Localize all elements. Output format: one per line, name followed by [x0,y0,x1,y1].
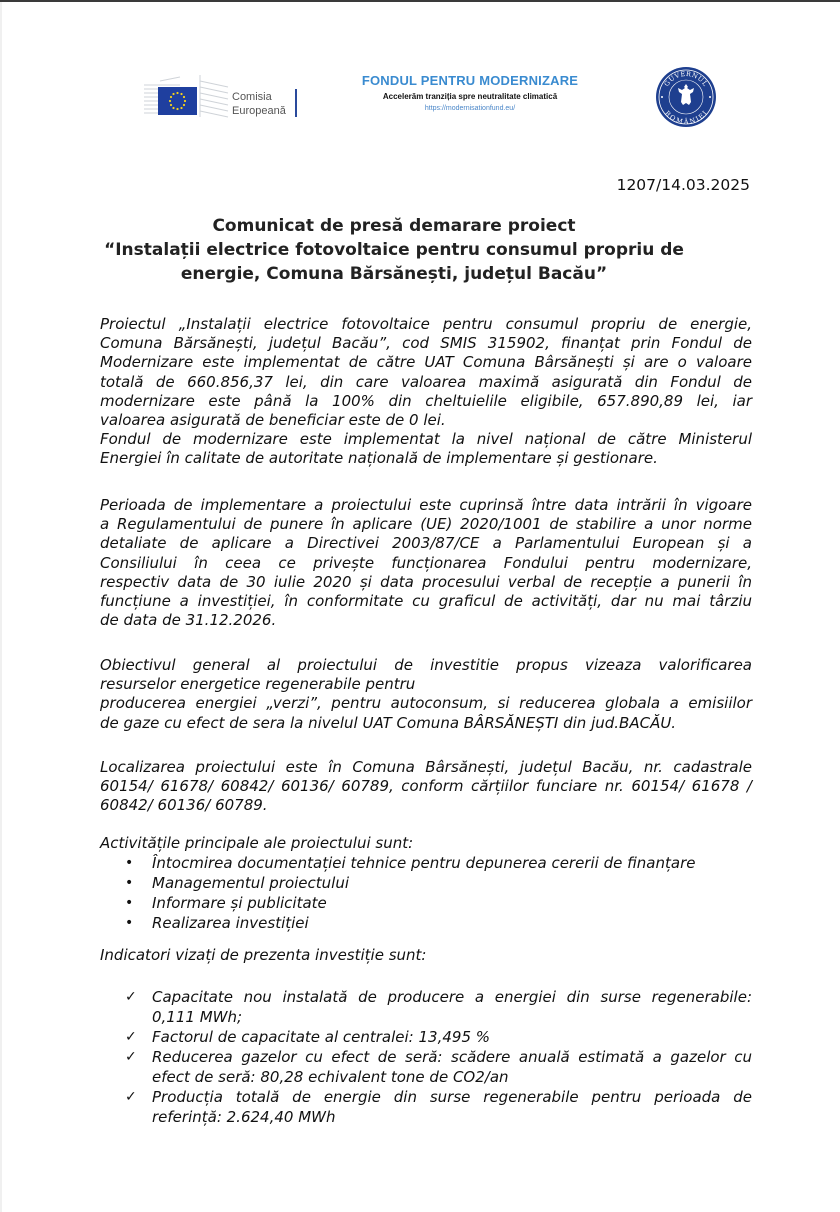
text-line: Comuna Bărsănești, județul Bacău”, cod SMIS 315902, finanțat prin Fondul de [100,334,752,353]
list-item [100,853,752,873]
list-item-text: Realizarea investiției [152,914,309,933]
text-line: funcțiune a investiției, în conformitate cu graficul de activități, dar nu mai târziu [100,592,752,611]
title-line: “Instalații electrice fotovoltaice pentru consumul propriu de [104,240,684,260]
text-line: 60842/ 60136/ 60789. [100,796,268,815]
text-line: efect de seră: 80,28 echivalent tone de CO2/an [152,1068,509,1086]
bullet-icon: • [125,895,134,912]
seal-bottom-text: ROMÂNIEI [663,109,710,126]
indicator-item [100,1027,752,1047]
ec-logo-text [232,90,286,118]
text-line: resurselor energetice regenerabile pentru [100,675,416,694]
press-release-title [100,214,688,286]
bullet-icon: • [125,875,134,892]
activities-list [100,853,752,933]
checkmark-icon: ✓ [125,1029,137,1045]
activities-heading: Activitățile principale ale proiectului sunt: [100,834,414,852]
fm-url: https://modernisationfund.eu/ [424,105,516,112]
indicator-item [100,1087,752,1127]
european-commission-logo [140,73,310,121]
indicator-item [100,987,752,1027]
list-item [100,873,752,893]
text-line: Localizarea proiectului este în Comuna Bârsănești, județul Bacău, nr. cadastrale [100,758,752,776]
text-line: totală de 660.856,37 lei, din care valoarea maximă asigurată din Fondul de [100,372,752,391]
document-number: 1207/14.03.2025 [616,176,750,194]
text-line: de data de 31.12.2026. [100,611,277,630]
bullet-icon: • [125,915,134,932]
list-item [100,893,752,913]
text-line: respectiv data de 30 iulie 2020 și data procesului verbal de recepție a punerii în [100,572,752,591]
ec-logo-divider [295,89,297,117]
list-item [100,913,752,933]
activities-section [100,834,752,933]
text-line: modernizare este până la 100% din cheltuielile eligibile, 657.890,89 lei, iar [100,391,752,410]
paragraph-objective [100,656,752,733]
romanian-government-seal-icon [655,66,717,128]
fm-tagline: Accelerăm tranziția spre neutralitate climatică [382,92,558,101]
text-line: Energiei în calitate de autoritate națională de implementare și gestionare. [100,449,658,468]
title-line: energie, Comuna Bărsănești, județul Bacău” [180,264,608,284]
paragraph-implementation-period [100,496,752,630]
text-line: Proiectul „Instalații electrice fotovoltaice pentru consumul propriu de energie, [100,315,752,333]
text-line: de gaze cu efect de sera la nivelul UAT Comuna BÂRSĂNEȘTI din jud.BACĂU. [100,713,677,732]
modernisation-fund-logo [350,73,590,114]
text-line: producerea energiei „verzi”, pentru autoconsum, si reducerea globala a emisiilor [100,694,752,713]
text-line: referință: 2.624,40 MWh [152,1108,336,1126]
fm-title: FONDUL PENTRU MODERNIZARE [361,73,579,88]
ec-building-flag-icon [140,73,232,119]
text-line: a Regulamentului de punere în aplicare (UE) 2020/1001 de stabilire a unor norme [100,515,752,534]
text-line: Capacitate nou instalată de producere a energiei din surse regenerabile: [152,988,752,1006]
indicators-heading-block [100,946,752,965]
bullet-icon: • [125,855,134,872]
indicators-heading: Indicatori vizați de prezenta investiție sunt: [100,946,427,964]
text-line: Perioada de implementare a proiectului este cuprinsă între data intrării în vigoare [100,496,752,514]
checkmark-icon: ✓ [125,989,137,1005]
ec-logo-line2: Europeană [232,105,286,117]
indicator-item [100,1047,752,1087]
seal-top-text: GUVERNUL [662,69,710,88]
paragraph-location [100,758,752,816]
left-edge [0,2,2,1212]
text-line: 60154/ 61678/ 60842/ 60136/ 60789, conform cărțiilor funciare nr. 60154/ 61678 / [100,777,752,796]
list-item-text: Informare și publicitate [152,894,327,913]
text-line: Fondul de modernizare este implementat la nivel național de către Ministerul [100,430,752,449]
list-item-text: Managementul proiectului [152,874,349,893]
text-line: Reducerea gazelor cu efect de seră: scădere anuală estimată a gazelor cu [152,1048,752,1066]
indicators-list [100,987,752,1127]
text-line: Modernizare este implementat de către UAT Comuna Bârsănești și are o valoare [100,353,752,372]
paragraph-funding [100,315,752,469]
text-line: Factorul de capacitate al centralei: 13,495 % [152,1028,491,1046]
text-line: valoarea asigurată de beneficiar este de 0 lei. [100,411,446,430]
text-line: Producția totală de energie din surse regenerabile pentru perioada de [152,1088,752,1106]
text-line: Obiectivul general al proiectului de investitie propus vizeaza valorificarea [100,656,752,674]
title-line: Comunicat de presă demarare proiect [212,216,576,236]
checkmark-icon: ✓ [125,1089,137,1105]
ec-logo-line1: Comisia [232,91,272,103]
text-line: 0,111 MWh; [152,1008,243,1026]
text-line: Consiliului în ceea ce privește funcționarea Fondului pentru modernizare, [100,553,752,572]
top-border [0,0,840,2]
text-line: detaliate de aplicare a Directivei 2003/87/CE a Parlamentului European și a [100,534,752,553]
checkmark-icon: ✓ [125,1049,137,1065]
indicators-section [100,987,752,1127]
list-item-text: Întocmirea documentației tehnice pentru depunerea cererii de finanțare [152,854,696,873]
